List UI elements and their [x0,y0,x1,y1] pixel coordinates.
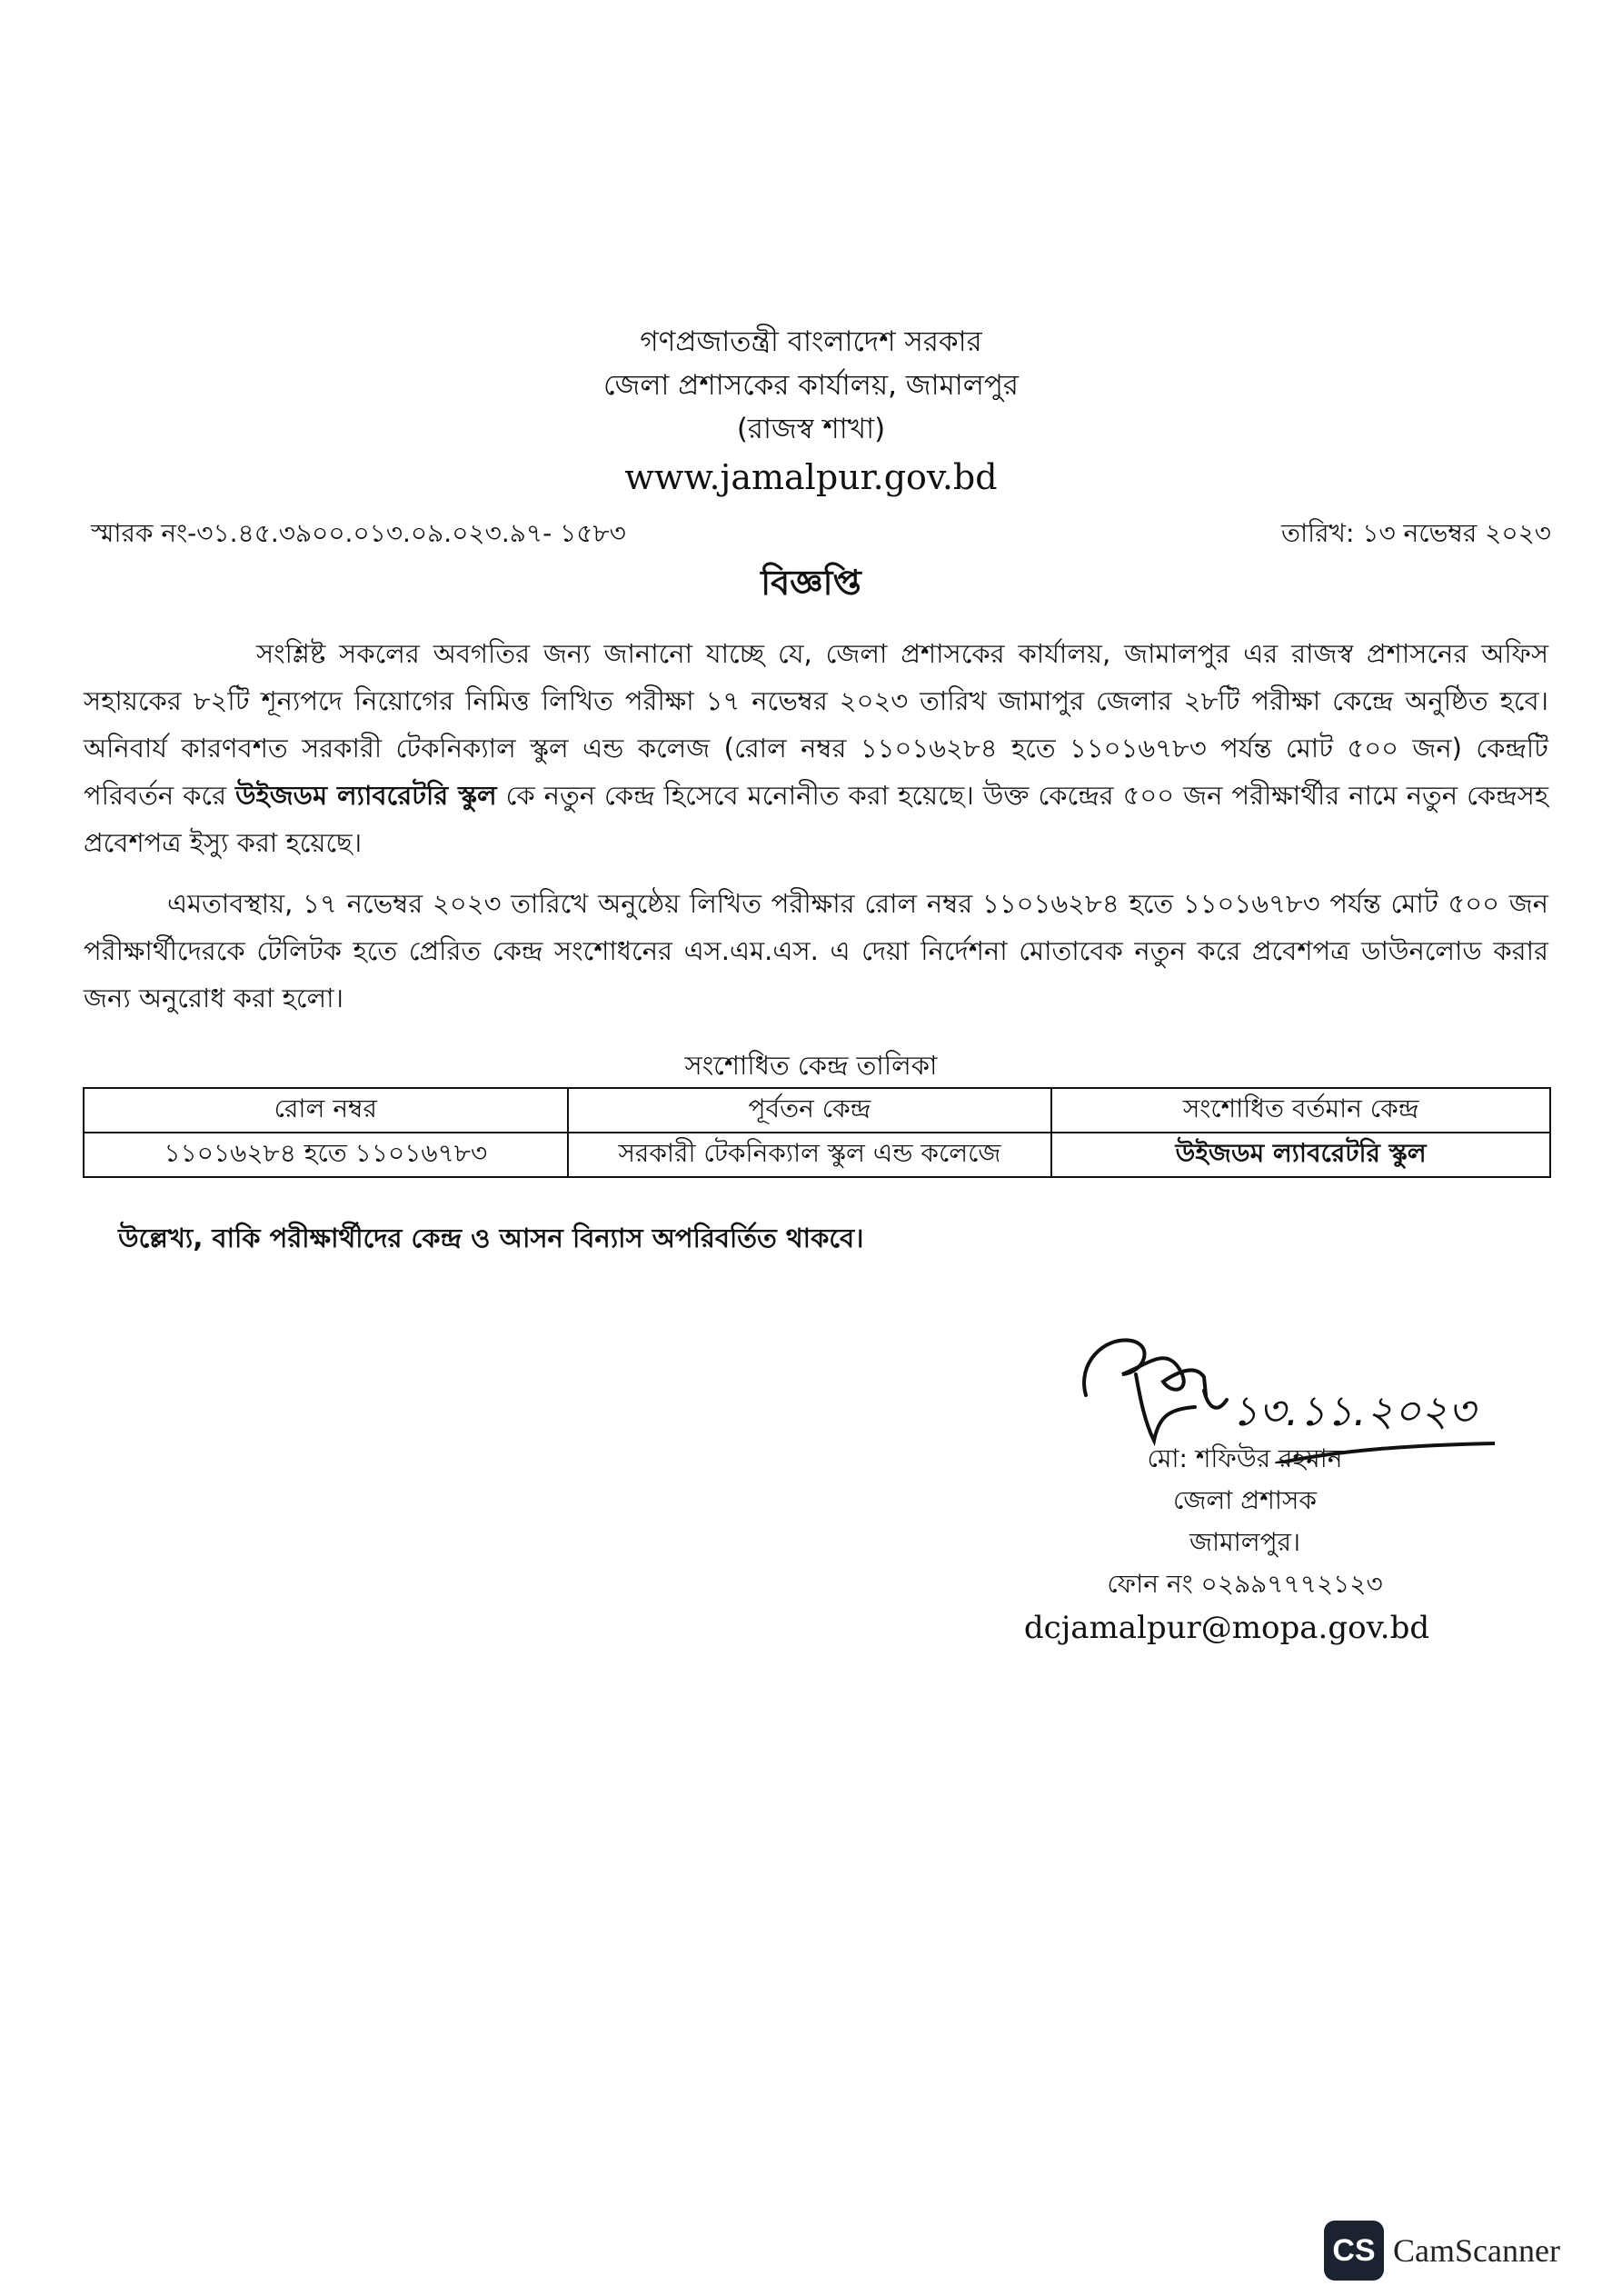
cell-previous-center: সরকারী টেকনিক্যাল স্কুল এন্ড কলেজে [568,1133,1052,1177]
camscanner-watermark [1324,2221,1560,2281]
camscanner-logo-icon: CS [1324,2221,1384,2281]
header-revised-center: সংশোধিত বর্তমান কেন্দ্র [1051,1088,1550,1133]
signatory-phone: ফোন নং ০২৯৯৭৭৭২১২৩ [1107,1569,1383,1599]
branch-name: (রাজস্ব শাখা) [736,413,886,445]
paragraph-1-text-a: সংশ্লিষ্ট সকলের অবগতির জন্য জানানো যাচ্ছে যে, জেলা প্রশাসকের কার্যালয়, জামালপুর এর রাজস্ব প্রশাসনের অফিস সহায়কের ৮২টি শূন্যপদে নিয়োগের নিমিত্ত লিখিত পরীক্ষা ১৭ নভেম্বর ২০২৩ তারিখ জামাপুর জেলার ২৮টি পরীক্ষা কেন্দ্রে অনুষ্ঠিত হবে। অনিবার্য কারণবশত সরকারী টেকনিক্যাল স্কুল এন্ড কলেজ (রোল নম্বর ১১০১৬২৮৪ হতে ১১০১৬৭৮৩ পর্যন্ত মোট ৫০০ জন) কেন্দ্রটি পরিবর্তন করে [84,638,1548,811]
website-url: www.jamalpur.gov.bd [624,457,998,497]
notice-title: বিজ্ঞপ্তি [761,563,861,603]
memo-number: স্মারক নং-৩১.৪৫.৩৯০০.০১৩.০৯.০২৩.৯৭- ১৫৮৩ [91,518,626,548]
cell-revised-center: উইজডম ল্যাবরেটরি স্কুল [1051,1133,1550,1177]
handwritten-date: ১৩.১১.২০২৩ [1231,1386,1476,1435]
letterhead [0,320,1622,502]
revised-center-table [83,1087,1551,1178]
paragraph-2: এমতাবস্থায়, ১৭ নভেম্বর ২০২৩ তারিখে অনুষ্ঠেয় লিখিত পরীক্ষার রোল নম্বর ১১০১৬২৮৪ হতে ১১০১৬৭৮৩ পর্যন্ত মোট ৫০০ জন পরীক্ষার্থীদেরকে টেলিটক হতে প্রেরিত কেন্দ্র সংশোধনের এস.এম.এস. এ দেয়া নির্দেশনা মোতাবেক নতুন করে প্রবেশপত্র ডাউনলোড করার জন্য অনুরোধ করা হলো। [84,888,1548,1013]
issue-date: তারিখ: ১৩ নভেম্বর ২০২৩ [1281,518,1551,548]
signatory-block [1018,1438,1472,1651]
closing-note: উল্লেখ্য, বাকি পরীক্ষার্থীদের কেন্দ্র ও আসন বিন্যাস অপরিবর্তিত থাকবে। [118,1223,864,1253]
paragraph-1-new-center: উইজডম ল্যাবরেটরি স্কুল [235,780,497,811]
camscanner-name: CamScanner [1393,2232,1560,2269]
signatory-name: মো: শফিউর রহমান [1147,1443,1343,1473]
signatory-place: জামালপুর। [1189,1527,1301,1557]
header-roll-number: রোল নম্বর [84,1088,568,1133]
paragraph-1-text-b: কে নতুন কেন্দ্র হিসেবে মনোনীত করা হয়েছে। উক্ত কেন্দ্রের ৫০০ জন পরীক্ষার্থীর নামে নতুন কেন্দ্রসহ প্রবেশপত্র ইস্যু করা হয়েছে। [84,780,1548,858]
signatory-email: dcjamalpur@mopa.gov.bd [1023,1610,1430,1646]
table-header-row [84,1088,1550,1133]
table-caption: সংশোধিত কেন্দ্র তালিকা [684,1050,938,1081]
paragraph-1 [84,630,1548,866]
government-name: গণপ্রজাতন্ত্রী বাংলাদেশ সরকার [640,325,982,358]
table-row [84,1133,1550,1177]
office-name: জেলা প্রশাসকের কার্যালয়, জামালপুর [603,369,1019,402]
cell-roll-range: ১১০১৬২৮৪ হতে ১১০১৬৭৮৩ [84,1133,568,1177]
signatory-designation: জেলা প্রশাসক [1173,1485,1317,1515]
header-previous-center: পূর্বতন কেন্দ্র [568,1088,1052,1133]
